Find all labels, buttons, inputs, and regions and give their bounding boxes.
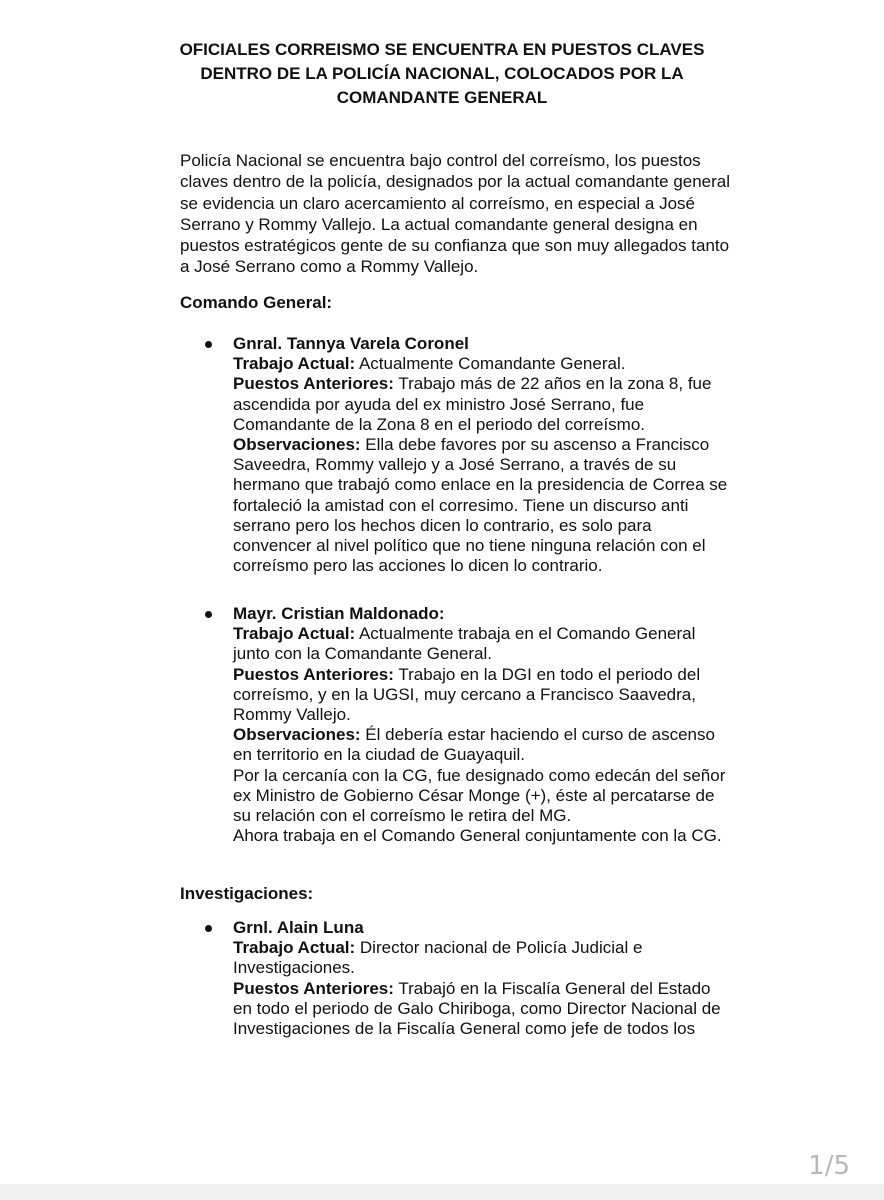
officer-name: Grnl. Alain Luna bbox=[233, 918, 364, 937]
title-line: DENTRO DE LA POLICÍA NACIONAL, COLOCADOS POR LA bbox=[200, 64, 684, 83]
trabajo-actual-line bbox=[233, 354, 793, 374]
observaciones-text: ex Ministro de Gobierno César Monge (+), éste al percatarse de bbox=[233, 785, 715, 805]
puestos-anteriores-text: correísmo, y en la UGSI, muy cercano a Francisco Saavedra, bbox=[233, 684, 696, 704]
officer-entry-varela bbox=[233, 334, 793, 576]
officer-entry-maldonado bbox=[233, 604, 793, 846]
trabajo-actual-text: junto con la Comandante General. bbox=[233, 644, 492, 664]
observaciones-line bbox=[233, 725, 793, 745]
trabajo-actual-text: Director nacional de Policía Judicial e bbox=[355, 938, 643, 958]
puestos-anteriores-text: Comandante de la Zona 8 en el periodo del correísmo. bbox=[233, 414, 646, 434]
observaciones-text: Ella debe favores por su ascenso a Francisco bbox=[360, 435, 710, 455]
title-line: OFICIALES CORREISMO SE ENCUENTRA EN PUESTOS CLAVES bbox=[179, 40, 705, 59]
bottom-bar bbox=[0, 1184, 884, 1200]
puestos-anteriores-text: Trabajo más de 22 años en la zona 8, fue bbox=[393, 374, 712, 394]
bullet-icon bbox=[205, 341, 212, 348]
puestos-anteriores-text: Rommy Vallejo. bbox=[233, 705, 351, 725]
section-heading-comando-general: Comando General: bbox=[180, 293, 333, 312]
trabajo-actual-line bbox=[233, 624, 793, 644]
intro-line: se evidencia un claro acercamiento al correísmo, en especial a José bbox=[180, 193, 695, 213]
trabajo-actual-label: Trabajo Actual: bbox=[233, 354, 356, 374]
observaciones-text: serrano pero los hechos dicen lo contrario, es solo para bbox=[233, 515, 652, 535]
bullet-icon bbox=[205, 611, 212, 618]
observaciones-label: Observaciones: bbox=[233, 435, 361, 455]
puestos-anteriores-label: Puestos Anteriores: bbox=[233, 978, 394, 998]
intro-line: puestos estratégicos gente de su confianza que son muy allegados tanto bbox=[180, 236, 730, 256]
trabajo-actual-label: Trabajo Actual: bbox=[233, 624, 356, 644]
bullet-icon bbox=[205, 925, 212, 932]
puestos-anteriores-text: Trabajo en la DGI en todo el periodo del bbox=[393, 664, 701, 684]
observaciones-text: correísmo pero las acciones lo dicen lo contrario. bbox=[233, 556, 603, 576]
puestos-anteriores-text: ascendida por ayuda del ex ministro José Serrano, fue bbox=[233, 394, 645, 414]
page-indicator: 1/5 bbox=[808, 1151, 850, 1181]
intro-paragraph bbox=[180, 150, 800, 278]
puestos-anteriores-text: Trabajó en la Fiscalía General del Estado bbox=[393, 978, 711, 998]
officer-name: Gnral. Tannya Varela Coronel bbox=[233, 334, 469, 353]
observaciones-text: Él debería estar haciendo el curso de ascenso bbox=[360, 725, 715, 745]
observaciones-text: hermano que trabajó como enlace en la presidencia de Correa se bbox=[233, 475, 728, 495]
puestos-anteriores-line bbox=[233, 374, 793, 394]
observaciones-text: Saveedra, Rommy vallejo y a José Serrano, a través de su bbox=[233, 455, 677, 475]
section-heading-investigaciones: Investigaciones: bbox=[180, 884, 314, 903]
observaciones-text: fortaleció la amistad con el corresimo. Tiene un discurso anti bbox=[233, 495, 689, 515]
intro-line: Policía Nacional se encuentra bajo control del correísmo, los puestos bbox=[180, 151, 701, 170]
observaciones-text: convencer al nivel político que no tiene ninguna relación con el bbox=[233, 536, 706, 556]
trabajo-actual-text: Actualmente Comandante General. bbox=[355, 354, 626, 374]
puestos-anteriores-text: Investigaciones de la Fiscalía General como jefe de todos los bbox=[233, 1019, 696, 1039]
observaciones-text: Ahora trabaja en el Comando General conjuntamente con la CG. bbox=[233, 826, 722, 846]
observaciones-text: su relación con el correísmo le retira del MG. bbox=[233, 806, 572, 826]
intro-line: claves dentro de la policía, designados por la actual comandante general bbox=[180, 172, 731, 192]
officer-entry-luna bbox=[233, 918, 793, 1039]
trabajo-actual-line bbox=[233, 938, 793, 958]
document-title bbox=[100, 38, 784, 110]
puestos-anteriores-label: Puestos Anteriores: bbox=[233, 374, 394, 394]
puestos-anteriores-text: en todo el periodo de Galo Chiriboga, como Director Nacional de bbox=[233, 998, 721, 1018]
observaciones-line bbox=[233, 435, 793, 455]
trabajo-actual-label: Trabajo Actual: bbox=[233, 938, 356, 958]
intro-line: Serrano y Rommy Vallejo. La actual comandante general designa en bbox=[180, 214, 698, 234]
trabajo-actual-text: Investigaciones. bbox=[233, 958, 355, 978]
observaciones-label: Observaciones: bbox=[233, 725, 361, 745]
trabajo-actual-text: Actualmente trabaja en el Comando General bbox=[355, 624, 696, 644]
puestos-anteriores-label: Puestos Anteriores: bbox=[233, 664, 394, 684]
officer-name: Mayr. Cristian Maldonado: bbox=[233, 604, 445, 623]
intro-line: a José Serrano como a Rommy Vallejo. bbox=[180, 257, 479, 277]
puestos-anteriores-line bbox=[233, 665, 793, 685]
observaciones-text: en territorio en la ciudad de Guayaquil. bbox=[233, 745, 526, 765]
title-line: COMANDANTE GENERAL bbox=[336, 88, 548, 107]
puestos-anteriores-line bbox=[233, 979, 793, 999]
observaciones-text: Por la cercanía con la CG, fue designado como edecán del señor bbox=[233, 765, 726, 785]
